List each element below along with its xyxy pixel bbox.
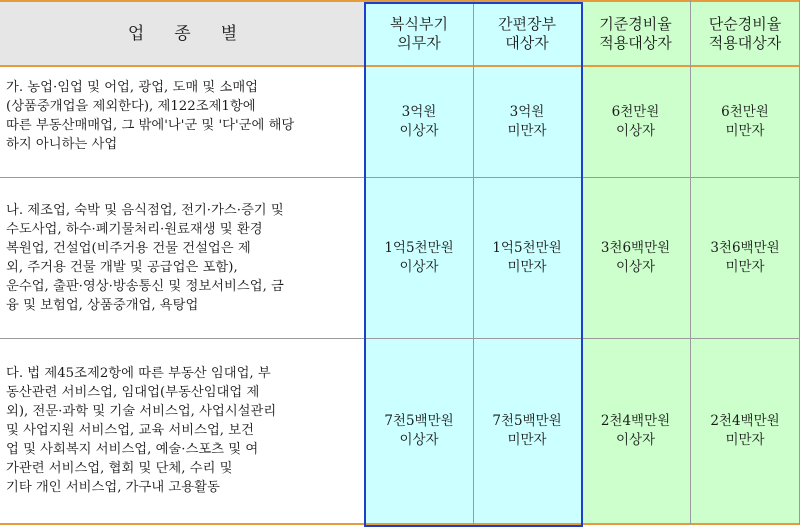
simple-expense-column-header: 단순경비율 적용대상자 xyxy=(708,15,782,52)
industry-column-header: 업종별 xyxy=(127,23,268,44)
table-cell: 2천4백만원 이상자 xyxy=(600,413,671,448)
table-cell: 6천만원 이상자 xyxy=(611,104,660,139)
table-cell: 7천5백만원 이상자 xyxy=(384,413,454,448)
table-cell: 2천4백만원 미만자 xyxy=(710,413,780,448)
standard-expense-column-header: 기준경비율 적용대상자 xyxy=(599,15,672,52)
industry-group-na-description: 나. 제조업, 숙박 및 음식점업, 전기·가스·증기 및 수도사업, 하수·폐기물처리·원료재생 및 환경 복원업, 건설업(비주거용 건물 건설업은 제 외, 주거용 건물 개발 및 공급업은 포함), 운수업, 출판·영상·방송통신 및 정보서비스업, 금 융 및 보험업, 상품중개업, 욕탕업 xyxy=(6,203,284,313)
industry-group-da-description: 다. 법 제45조제2항에 따른 부동산 임대업, 부 동산관련 서비스업, 임대업(부동산임대업 제 외), 전문·과학 및 기술 서비스업, 사업시설관리 및 사업지원 서비스업, 교육 서비스업, 보건 업 및 사회복지 서비스업, 예술·스포츠 및 여 가관련 서비스업, 협회 및 단체, 수리 및 기타 개인 서비스업, 가구내 고용활동 xyxy=(6,366,277,495)
simple-ledger-column-header: 간편장부 대상자 xyxy=(498,15,556,52)
table-cell: 3천6백만원 미만자 xyxy=(710,240,780,275)
table-cell: 7천5백만원 미만자 xyxy=(492,413,562,448)
table-cell: 1억5천만원 이상자 xyxy=(384,240,454,275)
table-cell: 1억5천만원 미만자 xyxy=(492,240,562,275)
table-cell: 3천6백만원 이상자 xyxy=(600,240,671,275)
double-entry-column-header: 복식부기 의무자 xyxy=(390,15,448,52)
table-cell: 6천만원 미만자 xyxy=(721,104,769,139)
table-cell: 3억원 미만자 xyxy=(507,104,547,139)
industry-group-ga-description: 가. 농업·임업 및 어업, 광업, 도매 및 소매업 (상품중개업을 제외한다), 제122조제1항에 따른 부동산매매업, 그 밖에'나'군 및 '다'군에 해당 하지 아니하는 사업 xyxy=(6,80,295,152)
table-cell: 3억원 이상자 xyxy=(399,104,439,139)
